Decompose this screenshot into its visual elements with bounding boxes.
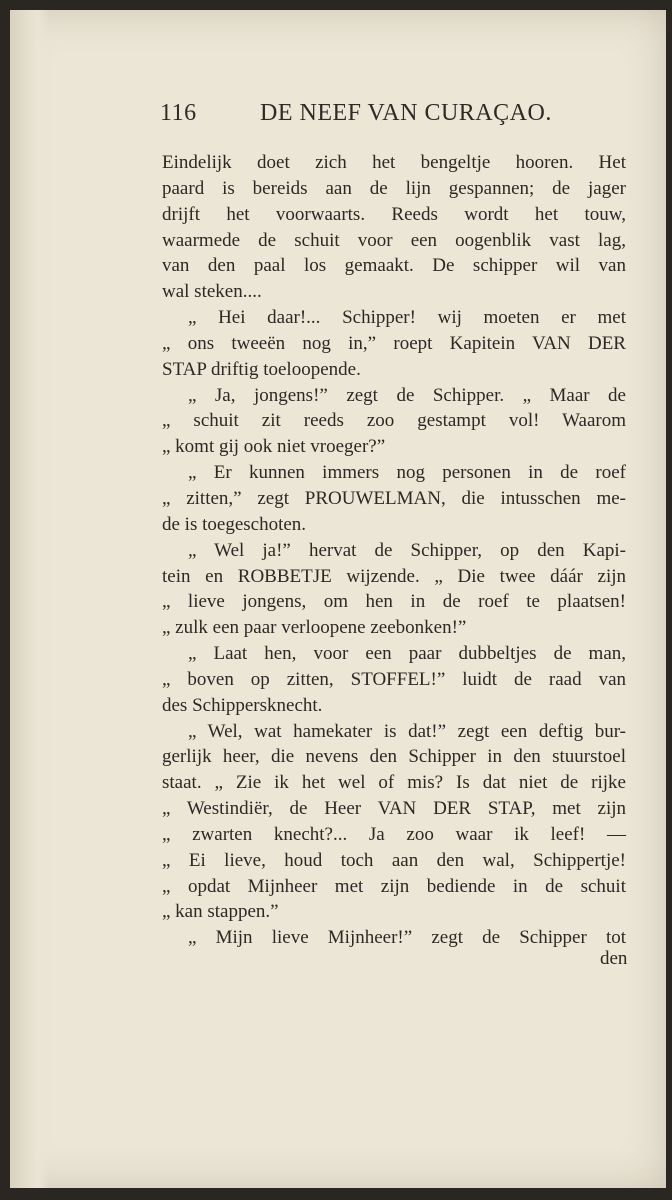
- text-line: de is toegeschoten.: [162, 513, 307, 535]
- text-line: van den paal los gemaakt. De schipper wil van: [162, 255, 626, 277]
- text-line: „ Ja, jongens!” zegt de Schipper. „ Maar de: [188, 384, 626, 406]
- text-line: „ Ei lieve, houd toch aan den wal, Schippertje!: [162, 849, 626, 871]
- text-line: „ Westindiër, de Heer VAN DER STAP, met zijn: [162, 798, 626, 820]
- text-line: „ ons tweeën nog in,” roept Kapitein VAN DER: [162, 332, 626, 354]
- catchword: den: [600, 948, 628, 969]
- text-line: „ komt gij ook niet vroeger?”: [162, 436, 386, 458]
- text-line: „ zwarten knecht?... Ja zoo waar ik leef! —: [162, 823, 626, 845]
- text-line: des Schippersknecht.: [162, 694, 323, 716]
- text-line: „ Wel ja!” hervat de Schipper, op den Kapi-: [188, 539, 626, 561]
- text-line: wal steken....: [162, 281, 262, 303]
- text-line: „ lieve jongens, om hen in de roef te plaatsen!: [162, 591, 626, 613]
- text-line: „ Wel, wat hamekater is dat!” zegt een deftig bur-: [188, 720, 626, 742]
- page-gutter: [10, 10, 50, 1188]
- text-line: paard is bereids aan de lijn gespannen; de jager: [162, 177, 626, 199]
- text-line: STAP driftig toeloopende.: [162, 358, 361, 380]
- text-line: drijft het voorwaarts. Reeds wordt het touw,: [162, 203, 626, 225]
- text-line: „ Er kunnen immers nog personen in de roef: [188, 462, 626, 484]
- text-line: tein en ROBBETJE wijzende. „ Die twee dáár zijn: [162, 565, 626, 587]
- body-text: [162, 150, 626, 951]
- text-line: „ zitten,” zegt PROUWELMAN, die intusschen me-: [162, 487, 626, 509]
- text-line: gerlijk heer, die nevens den Schipper in den stuurstoel: [162, 746, 626, 768]
- text-line: „ boven op zitten, STOFFEL!” luidt de raad van: [162, 668, 626, 690]
- page-number: 116: [160, 100, 197, 126]
- text-line: „ zulk een paar verloopene zeebonken!”: [162, 617, 467, 639]
- text-line: staat. „ Zie ik het wel of mis? Is dat niet de rijke: [162, 772, 626, 794]
- text-line: Eindelijk doet zich het bengeltje hooren. Het: [162, 152, 626, 173]
- text-line: „ Laat hen, voor een paar dubbeltjes de man,: [188, 643, 626, 665]
- text-line: „ Mijn lieve Mijnheer!” zegt de Schipper tot: [188, 927, 626, 949]
- running-title: DE NEEF VAN CURAÇAO.: [260, 100, 552, 126]
- text-line: „ schuit zit reeds zoo gestampt vol! Waarom: [162, 410, 626, 432]
- text-line: „ opdat Mijnheer met zijn bediende in de schuit: [162, 875, 626, 897]
- text-line: waarmede de schuit voor een oogenblik vast lag,: [162, 229, 626, 251]
- text-line: „ kan stappen.”: [162, 901, 279, 923]
- text-line: „ Hei daar!... Schipper! wij moeten er met: [188, 307, 626, 329]
